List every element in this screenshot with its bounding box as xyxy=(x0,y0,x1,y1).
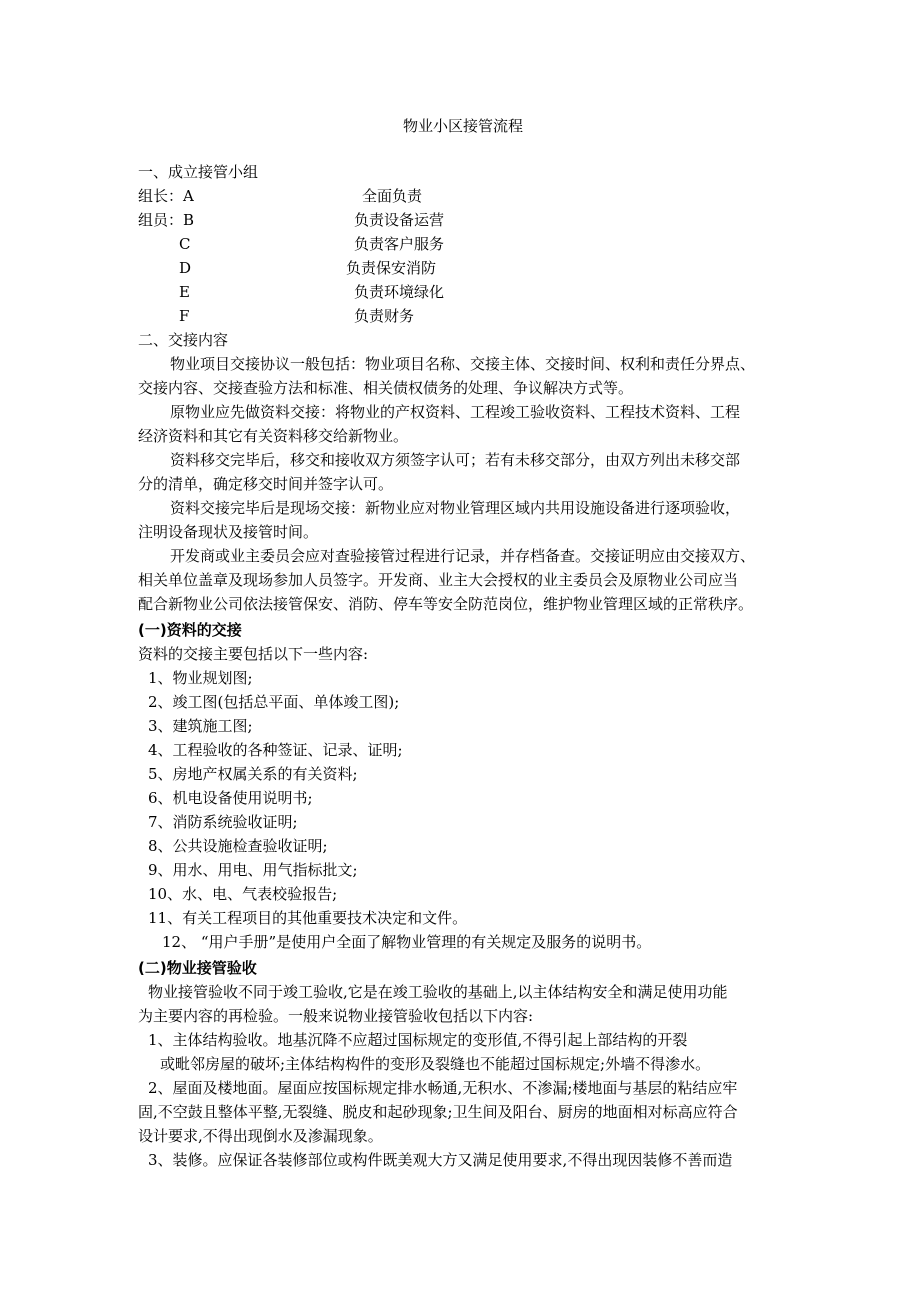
paragraph-line: 原物业应先做资料交接：将物业的产权资料、工程竣工验收资料、工程技术资料、工程 xyxy=(170,403,741,421)
list-item: 8、公共设施检查验收证明; xyxy=(148,837,328,855)
list-item: 1、物业规划图; xyxy=(148,669,253,687)
list-item: 3、建筑施工图; xyxy=(148,717,253,735)
paragraph-line: 物业接管验收不同于竣工验收,它是在竣工验收的基础上,以主体结构安全和满足使用功能 xyxy=(148,983,728,1001)
member-duty: 负责客户服务 xyxy=(354,235,445,253)
list-item: 4、工程验收的各种签证、记录、证明; xyxy=(148,741,403,759)
member-label: 组员：B xyxy=(138,211,195,229)
paragraph-line: 相关单位盖章及现场参加人员签字。开发商、业主大会授权的业主委员会及原物业公司应当 xyxy=(138,571,739,589)
list-item: 10、水、电、气表校验报告; xyxy=(148,885,338,903)
member-duty: 负责保安消防 xyxy=(346,259,437,277)
member-duty: 负责财务 xyxy=(354,307,415,325)
member-label: E xyxy=(179,283,190,301)
list-item: 5、房地产权属关系的有关资料; xyxy=(148,765,358,783)
paragraph-line: 3、装修。应保证各装修部位或构件既美观大方又满足使用要求,不得出现因装修不善而造 xyxy=(148,1151,733,1169)
list-item: 12、 “用户手册”是使用户全面了解物业管理的有关规定及服务的说明书。 xyxy=(162,933,652,951)
member-duty: 全面负责 xyxy=(362,187,423,205)
document-title: 物业小区接管流程 xyxy=(402,117,523,135)
member-duty: 负责设备运营 xyxy=(354,211,445,229)
list-item: 11、有关工程项目的其他重要技术决定和文件。 xyxy=(148,909,468,927)
paragraph-line: 2、屋面及楼地面。屋面应按国标规定排水畅通,无积水、不渗漏;楼地面与基层的粘结应牢 xyxy=(148,1079,738,1097)
paragraph-line: 资料移交完毕后，移交和接收双方须签字认可；若有未移交部分，由双方列出未移交部 xyxy=(170,451,741,469)
subsection-heading-1: (一)资料的交接 xyxy=(138,621,242,639)
list-item: 2、竣工图(包括总平面、单体竣工图); xyxy=(148,693,400,711)
paragraph-line: 为主要内容的再检验。一般来说物业接管验收包括以下内容: xyxy=(138,1007,534,1025)
list-item: 6、机电设备使用说明书; xyxy=(148,789,313,807)
paragraph-line: 经济资料和其它有关资料移交给新物业。 xyxy=(138,427,409,445)
member-duty: 负责环境绿化 xyxy=(354,283,445,301)
paragraph-line: 1、主体结构验收。地基沉降不应超过国标规定的变形值,不得引起上部结构的开裂 xyxy=(148,1031,688,1049)
subsection-heading-2: (二)物业接管验收 xyxy=(138,959,257,977)
paragraph-line: 分的清单，确定移交时间并签字认可。 xyxy=(138,475,394,493)
member-label: 组长：A xyxy=(138,187,194,205)
section-heading-1: 一、成立接管小组 xyxy=(138,163,259,181)
paragraph-line: 物业项目交接协议一般包括：物业项目名称、交接主体、交接时间、权利和责任分界点、 xyxy=(170,355,756,373)
member-label: D xyxy=(179,259,192,277)
paragraph-line: 固,不空鼓且整体平整,无裂缝、脱皮和起砂现象;卫生间及阳台、厨房的地面相对标高应符合 xyxy=(138,1103,738,1121)
paragraph-line: 交接内容、交接查验方法和标准、相关债权债务的处理、争议解决方式等。 xyxy=(138,379,634,397)
list-item: 7、消防系统验收证明; xyxy=(148,813,298,831)
paragraph-line: 开发商或业主委员会应对查验接管过程进行记录，并存档备查。交接证明应由交接双方、 xyxy=(170,547,756,565)
paragraph-line: 设计要求,不得出现倒水及渗漏现象。 xyxy=(138,1127,383,1145)
member-label: C xyxy=(179,235,191,253)
list-item: 9、用水、用电、用气指标批文; xyxy=(148,861,358,879)
paragraph-line: 资料交接完毕后是现场交接：新物业应对物业管理区域内共用设施设备进行逐项验收， xyxy=(170,499,741,517)
section-heading-2: 二、交接内容 xyxy=(138,331,229,349)
list-intro: 资料的交接主要包括以下一些内容: xyxy=(138,645,369,663)
member-label: F xyxy=(179,307,190,325)
paragraph-line: 注明设备现状及接管时间。 xyxy=(138,523,319,541)
paragraph-line: 或毗邻房屋的破坏;主体结构构件的变形及裂缝也不能超过国标规定;外墙不得渗水。 xyxy=(160,1055,711,1073)
paragraph-line: 配合新物业公司依法接管保安、消防、停车等安全防范岗位，维护物业管理区域的正常秩序。 xyxy=(138,595,754,613)
